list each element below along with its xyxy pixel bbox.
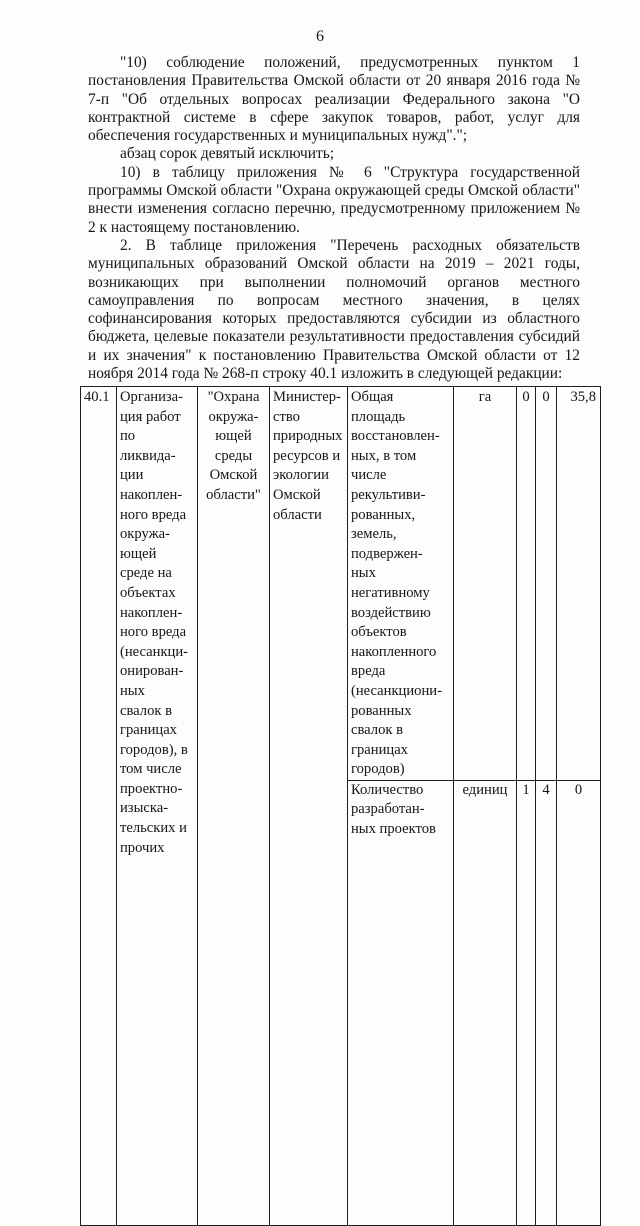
- value-2021-cell: 0: [557, 780, 601, 1225]
- cell-text-line: природных: [273, 428, 343, 445]
- cell-text-line: ных: [351, 565, 376, 582]
- cell-text-line: ресурсов и: [273, 447, 341, 464]
- cell-text-line: разработан-: [351, 801, 425, 818]
- cell-text-line: рекультиви-: [351, 486, 426, 503]
- cell-text-line: числе: [351, 467, 387, 484]
- cell-text-line: области": [206, 486, 261, 503]
- cell-text-line: площадь: [351, 408, 406, 425]
- cell-text-line: ных: [120, 682, 145, 699]
- cell-text-line: свалок в: [120, 702, 172, 719]
- cell-text-line: Количество: [351, 781, 424, 798]
- paragraph-item-10: "10) соблюдение положений, предусмотренных пунктом 1 постановления Правительства Омской области от 20 января 2016 года № 7-п "Об отдельных вопросах реализации Федерального закона "О контрактной системе в сфере закупок товаров, работ, услуг для обеспечения государственных и муниципальных нужд".";: [88, 54, 580, 145]
- cell-text-line: ция работ: [120, 408, 181, 425]
- cell-text-line: среды: [214, 447, 253, 464]
- unit-cell: единиц: [454, 780, 517, 1225]
- indicator-cell: [348, 387, 454, 781]
- cell-text-line: вреда: [351, 663, 386, 680]
- cell-text-line: ство: [273, 408, 300, 425]
- cell-text-line: ющей: [120, 545, 157, 562]
- program-cell: [198, 387, 270, 1226]
- paragraph-section-2: 2. В таблице приложения "Перечень расходных обязательств муниципальных образований Омской области на 2019 – 2021 годы, возникающих при выполнении полномочий органов местного самоуправления по вопросам местного значения, в целях софинансирования которых предоставляются субсидии из областного бюджета, целевые показатели результативности предоставления субсидий и их значения" к постановлению Правительства Омской области от 12 ноября 2014 года № 268-п строку 40.1 изложить в следующей редакции:: [88, 236, 580, 383]
- cell-text-line: объектах: [120, 584, 176, 601]
- cell-text-line: Организа-: [120, 389, 184, 405]
- cell-text-line: ющей: [215, 428, 252, 445]
- cell-text-line: границах: [351, 741, 408, 758]
- cell-text-line: накоплен-: [120, 604, 183, 621]
- cell-text-line: окружа-: [120, 526, 171, 543]
- cell-text-line: Министер-: [273, 389, 341, 405]
- cell-text-line: восстановлен-: [351, 428, 440, 445]
- cell-text-line: Омской: [273, 486, 321, 503]
- cell-text-line: городов), в: [120, 741, 188, 758]
- cell-text-line: ции: [120, 467, 144, 484]
- cell-text-line: накопленного: [351, 643, 437, 660]
- cell-text-line: Общая: [351, 389, 394, 405]
- cell-text-line: экологии: [273, 467, 329, 484]
- paragraph-appendix-6: 10) в таблицу приложения № 6 "Структура государственной программы Омской области "Охрана окружающей среды Омской области" внести изменения согласно перечню, предусмотренному приложением № 2 к настоящему постановлению.: [88, 163, 580, 236]
- indicator-cell: [348, 780, 454, 1225]
- cell-text-line: границах: [120, 722, 177, 739]
- executor-cell: [270, 387, 348, 1226]
- cell-text-line: ных проектов: [351, 821, 436, 838]
- value-2020-cell: 0: [536, 387, 557, 781]
- cell-text-line: городов): [351, 761, 405, 778]
- cell-text-line: среде на: [120, 565, 172, 582]
- cell-text-line: по: [120, 428, 136, 445]
- cell-text-line: негативному: [351, 584, 430, 601]
- cell-text-line: накоплен-: [120, 486, 183, 503]
- document-body: [88, 54, 580, 383]
- activity-cell: [117, 387, 198, 1226]
- obligations-table: [80, 386, 601, 1226]
- cell-text-line: земель,: [351, 526, 397, 543]
- cell-text-line: ного вреда: [120, 506, 187, 523]
- value-2019-cell: 0: [517, 387, 536, 781]
- cell-text-line: Омской: [209, 467, 258, 484]
- cell-text-line: (несанкци-: [120, 643, 189, 660]
- value-2021-cell: 35,8: [557, 387, 601, 781]
- cell-text-line: подвержен-: [351, 545, 423, 562]
- cell-text-line: онирован-: [120, 663, 184, 680]
- unit-cell: га: [454, 387, 517, 781]
- cell-text-line: ликвида-: [120, 447, 176, 464]
- cell-text-line: рованных,: [351, 506, 416, 523]
- cell-text-line: изыска-: [120, 800, 169, 817]
- cell-text-line: прочих: [120, 839, 165, 856]
- cell-text-line: рованных: [351, 702, 412, 719]
- cell-text-line: области: [273, 506, 322, 523]
- table-row: [81, 387, 601, 781]
- cell-text-line: воздействию: [351, 604, 431, 621]
- row-number: 40.1: [81, 387, 117, 1226]
- cell-text-line: ного вреда: [120, 624, 187, 641]
- cell-text-line: проектно-: [120, 780, 183, 797]
- page-number: 6: [316, 28, 324, 45]
- cell-text-line: окружа-: [208, 408, 259, 425]
- cell-text-line: объектов: [351, 624, 407, 641]
- cell-text-line: тельских и: [120, 820, 187, 837]
- value-2020-cell: 4: [536, 780, 557, 1225]
- cell-text-line: "Охрана: [207, 389, 260, 405]
- cell-text-line: том числе: [120, 761, 182, 778]
- cell-text-line: свалок в: [351, 722, 403, 739]
- paragraph-exclude-abzac: абзац сорок девятый исключить;: [120, 145, 334, 163]
- value-2019-cell: 1: [517, 780, 536, 1225]
- cell-text-line: (несанкциони-: [351, 682, 442, 699]
- cell-text-line: ных, в том: [351, 447, 417, 464]
